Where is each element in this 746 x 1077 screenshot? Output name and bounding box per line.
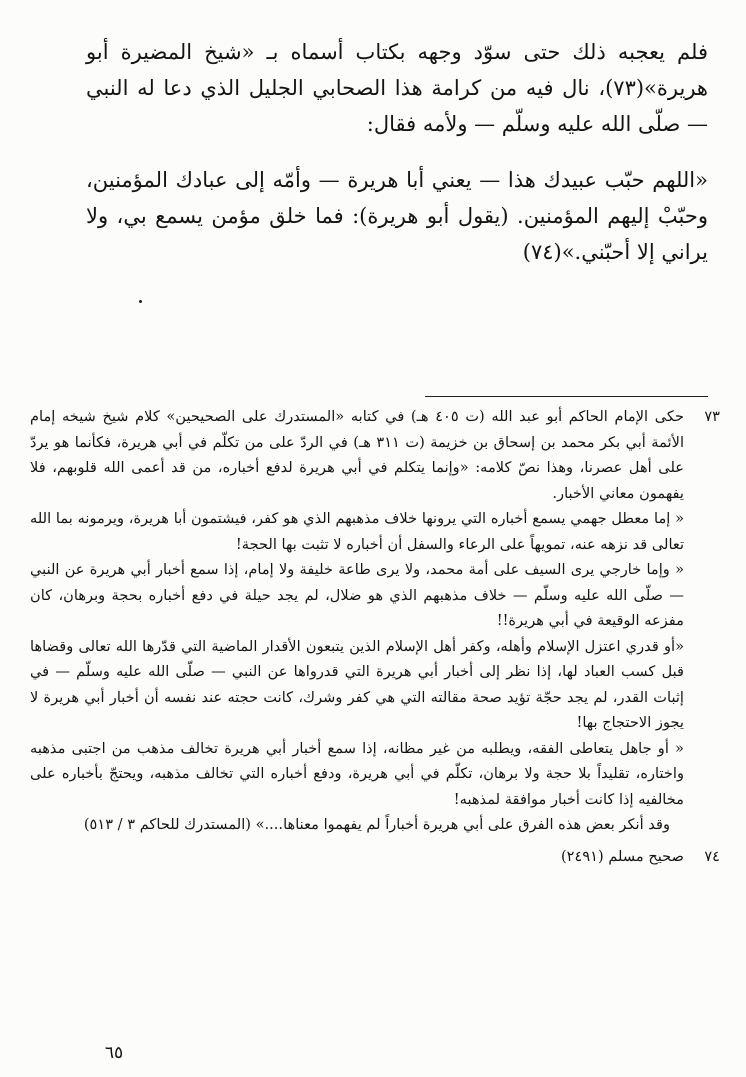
main-text (86, 34, 708, 270)
footnote-number: ٧٤ (704, 847, 720, 865)
footnote-paragraph: «أو قدري اعتزل الإسلام وأهله، وكفر أهل الإسلام الذين يتبعون الأقدار الماضية التي قدّرها الله تعالى وقضاها قبل كسب العباد لها، إذا نظر إلى أخبار أبي هريرة التي قدرواها عن النبي — صلّى الله عليه وسلّم — في إثبات القدر، لم يجد حجّة تؤيد صحة مقالته التي هي كفر وشرك، كانت حجته عند نفسه أن أخبار أبي هريرة لا يجوز الاحتجاج بها! (30, 637, 684, 731)
footnote-paragraph: « إما معطل جهمي يسمع أخباره التي يرونها خلاف مذهبهم الذي هو كفر، فيشتمون أبا هريرة، ويرمونه بما الله تعالى قد نزهه عنه، تمويهاً على الرعاء والسفل أن أخباره لا تثبت بها الحجة! (30, 510, 684, 553)
footnote-separator (425, 396, 708, 397)
footnote-paragraph: صحيح مسلم (٢٤٩١) (560, 847, 684, 865)
page-number: ٦٥ (104, 1043, 124, 1063)
footnote-paragraph: حكى الإمام الحاكم أبو عبد الله (ت ٤٠٥ هـ) في كتابه «المستدرك على الصحيحين» كلام شيخ شيخه إمام الأئمة أبي بكر محمد بن إسحاق بن خزيمة (ت ٣١١ هـ) في الردّ على من تكلّم في أبي هريرة، فكأنما هو يردّ على أهل عصرنا، وهذا نصّ كلامه: «وإنما يتكلم في أبي هريرة لدفع أخباره، من قد أعمى الله قلوبهم، فلا يفهمون معاني الأخبار. (30, 408, 684, 502)
scan-speck (139, 300, 142, 303)
footnotes (30, 404, 720, 869)
footnote-paragraph: وقد أنكر بعض هذه الفرق على أبي هريرة أخباراً لم يفهموا معناها....» (المستدرك للحاكم ٣ / ٥١٣) (83, 816, 670, 833)
footnote-73 (30, 404, 720, 838)
main-paragraph: فلم يعجبه ذلك حتى سوّد وجهه بكتاب أسماه بـ «شيخ المضيرة أبو هريرة»(٧٣)، نال فيه من كرامة هذا الصحابي الجليل الذي دعا له النبي — صلّى الله عليه وسلّم — ولأمه فقال: (86, 40, 708, 136)
footnote-text (30, 404, 684, 838)
footnote-paragraph: « أو جاهل يتعاطى الفقه، ويطلبه من غير مظانه، إذا سمع أخبار أبي هريرة تخالف مذهب من اجتبى مذهبه واختاره، تقليداً بلا حجة ولا برهان، تكلّم في أبي هريرة، ودفع أخباره التي تخالف مذهبه، ويحتجّ بأخباره على مخالفيه إذا كانت أخبار موافقة لمذهبه! (30, 739, 684, 808)
footnote-paragraph: « وإما خارجي يرى السيف على أمة محمد، ولا يرى طاعة خليفة ولا إمام، إذا سمع أخبار أبي هريرة عن النبي — صلّى الله عليه وسلّم — خلاف مذهبهم الذي هو ضلال، لم يجد حيلة في دفع أخباره بحجة وبرهان، كان مفزعه الوقيعة في أبي هريرة!! (30, 561, 684, 629)
footnote-text (30, 844, 684, 870)
hadith-quote: «اللهم حبّب عبيدك هذا — يعني أبا هريرة — وأمّه إلى عبادك المؤمنين، وحبّبْ إليهم المؤمنين. (يقول أبو هريرة): فما خلق مؤمن يسمع بي، ولا يراني إلا أحبّني.»(٧٤) (86, 168, 708, 264)
footnote-number: ٧٣ (704, 408, 720, 425)
footnote-74 (30, 844, 720, 870)
